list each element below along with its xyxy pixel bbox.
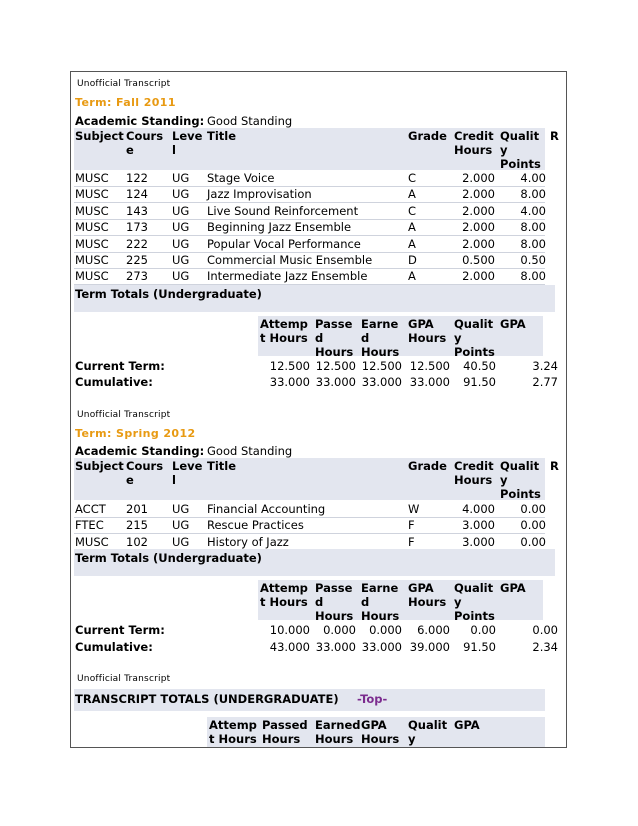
cell-points: 0.00 xyxy=(520,502,546,516)
academic-standing-value: Good Standing xyxy=(207,444,293,458)
current-quality: 0.00 xyxy=(470,623,496,637)
term-totals-title: Term Totals (Undergraduate) xyxy=(75,287,262,301)
col-r: R xyxy=(550,459,559,473)
cell-points: 0.50 xyxy=(520,253,546,267)
cumulative-attempt: 43.000 xyxy=(269,640,310,654)
col-gpa-hours: GPA Hours xyxy=(408,581,447,609)
cell-grade: C xyxy=(408,171,417,185)
unofficial-transcript-label: Unofficial Transcript xyxy=(77,79,171,89)
current-gpa: 0.00 xyxy=(532,623,558,637)
cell-grade: F xyxy=(408,518,415,533)
cumulative-passed: 33.000 xyxy=(315,640,356,654)
cell-level: UG xyxy=(172,203,190,218)
cell-points: 8.00 xyxy=(520,220,546,235)
col-earned-hours: Earne d Hours xyxy=(361,581,400,623)
cell-subject: MUSC xyxy=(75,171,109,185)
col-earned-hours: Earned Hours xyxy=(315,718,361,746)
cell-hours: 2.000 xyxy=(462,187,495,202)
cell-title: Financial Accounting xyxy=(207,502,326,516)
term-name: Fall 2011 xyxy=(116,96,176,109)
col-grade: Grade xyxy=(408,459,447,473)
col-quality-points: Qualit y Points xyxy=(454,581,495,623)
cell-hours: 2.000 xyxy=(462,171,495,185)
cell-hours: 4.000 xyxy=(462,502,495,516)
cell-course: 201 xyxy=(126,502,148,516)
current-term-label: Current Term: xyxy=(75,359,165,373)
cell-course: 222 xyxy=(126,236,148,251)
term-heading xyxy=(75,96,176,109)
col-r: R xyxy=(550,129,559,143)
current-term-label: Current Term: xyxy=(75,623,165,637)
cell-title: Stage Voice xyxy=(207,171,275,185)
col-credit-hours: Credit Hours xyxy=(454,459,494,487)
cell-level: UG xyxy=(172,171,190,185)
cell-grade: A xyxy=(408,220,416,235)
cell-hours: 0.500 xyxy=(462,253,495,267)
cell-grade: W xyxy=(408,502,420,516)
cell-hours: 2.000 xyxy=(462,236,495,251)
cell-course: 124 xyxy=(126,187,148,202)
col-quality-points: Qualit y Points xyxy=(500,129,541,171)
cell-level: UG xyxy=(172,236,190,251)
col-gpa: GPA xyxy=(500,581,526,595)
term-label: Term: xyxy=(75,427,112,440)
current-attempt: 10.000 xyxy=(269,623,310,637)
cell-level: UG xyxy=(172,518,190,533)
cumulative-passed: 33.000 xyxy=(315,375,356,389)
academic-standing-label: Academic Standing: xyxy=(75,444,205,458)
col-attempt-hours: Attemp t Hours xyxy=(260,581,308,609)
cumulative-gpa: 2.77 xyxy=(532,375,558,389)
cumulative-quality: 91.50 xyxy=(463,640,496,654)
academic-standing-value: Good Standing xyxy=(207,114,293,128)
cell-subject: FTEC xyxy=(75,518,104,533)
cell-subject: MUSC xyxy=(75,203,109,218)
cell-hours: 3.000 xyxy=(462,518,495,533)
cell-course: 215 xyxy=(126,518,148,533)
col-course: Cours e xyxy=(126,459,164,487)
current-attempt: 12.500 xyxy=(269,359,310,373)
unofficial-transcript-label: Unofficial Transcript xyxy=(77,674,171,684)
transcript-frame xyxy=(70,71,567,748)
col-quality-points: Qualit y Points xyxy=(454,317,495,359)
term-name: Spring 2012 xyxy=(116,427,196,440)
cell-grade: A xyxy=(408,187,416,202)
cell-grade: C xyxy=(408,203,417,218)
cumulative-earned: 33.000 xyxy=(361,640,402,654)
term-heading xyxy=(75,427,196,440)
term-label: Term: xyxy=(75,96,112,109)
cell-points: 0.00 xyxy=(520,534,546,549)
cell-points: 8.00 xyxy=(520,269,546,284)
cell-grade: D xyxy=(408,253,417,267)
cell-points: 4.00 xyxy=(520,203,546,218)
cell-title: History of Jazz xyxy=(207,534,289,549)
col-course: Cours e xyxy=(126,129,164,157)
transcript-totals-title: TRANSCRIPT TOTALS (UNDERGRADUATE) xyxy=(75,692,339,706)
cell-level: UG xyxy=(172,220,190,235)
cell-title: Live Sound Reinforcement xyxy=(207,203,359,218)
cell-grade: A xyxy=(408,236,416,251)
col-subject: Subject xyxy=(75,129,124,143)
cell-title: Commercial Music Ensemble xyxy=(207,253,373,267)
cell-title: Popular Vocal Performance xyxy=(207,236,361,251)
unofficial-transcript-label: Unofficial Transcript xyxy=(77,410,171,420)
cumulative-earned: 33.000 xyxy=(361,375,402,389)
current-passed: 12.500 xyxy=(315,359,356,373)
cell-level: UG xyxy=(172,253,190,267)
cumulative-label: Cumulative: xyxy=(75,640,153,654)
col-level: Leve l xyxy=(172,459,203,487)
col-passed-hours: Passe d Hours xyxy=(315,581,354,623)
col-attempt-hours: Attemp t Hours xyxy=(209,718,257,746)
cumulative-gpa-hours: 39.000 xyxy=(409,640,450,654)
top-link[interactable]: -Top- xyxy=(357,692,388,706)
current-gpa-hours: 12.500 xyxy=(409,359,450,373)
cell-grade: F xyxy=(408,534,415,549)
col-level: Leve l xyxy=(172,129,203,157)
col-title: Title xyxy=(207,459,237,473)
cell-subject: MUSC xyxy=(75,269,109,284)
col-gpa-hours: GPA Hours xyxy=(408,317,447,345)
cell-subject: MUSC xyxy=(75,236,109,251)
col-title: Title xyxy=(207,129,237,143)
cell-subject: MUSC xyxy=(75,534,109,549)
cumulative-gpa: 2.34 xyxy=(532,640,558,654)
cell-title: Beginning Jazz Ensemble xyxy=(207,220,352,235)
col-passed-hours: Passe d Hours xyxy=(315,317,354,359)
current-quality: 40.50 xyxy=(463,359,496,373)
cell-grade: A xyxy=(408,269,416,284)
cell-subject: MUSC xyxy=(75,253,109,267)
cell-course: 143 xyxy=(126,203,148,218)
cell-subject: MUSC xyxy=(75,187,109,202)
cell-course: 173 xyxy=(126,220,148,235)
col-gpa-hours: GPA Hours xyxy=(361,718,400,746)
cell-points: 4.00 xyxy=(520,171,546,185)
col-gpa: GPA xyxy=(454,718,480,732)
cumulative-label: Cumulative: xyxy=(75,375,153,389)
current-gpa-hours: 6.000 xyxy=(417,623,450,637)
col-passed-hours: Passed Hours xyxy=(262,718,308,746)
academic-standing-label: Academic Standing: xyxy=(75,114,205,128)
col-grade: Grade xyxy=(408,129,447,143)
col-gpa: GPA xyxy=(500,317,526,331)
col-quality-points: Qualit y Points xyxy=(500,459,541,501)
cell-points: 8.00 xyxy=(520,187,546,202)
col-quality-points: Qualit y xyxy=(408,718,448,746)
cell-title: Intermediate Jazz Ensemble xyxy=(207,269,368,284)
cell-course: 102 xyxy=(126,534,148,549)
cumulative-attempt: 33.000 xyxy=(269,375,310,389)
cell-points: 0.00 xyxy=(520,518,546,533)
cell-hours: 3.000 xyxy=(462,534,495,549)
cell-hours: 2.000 xyxy=(462,203,495,218)
cell-title: Jazz Improvisation xyxy=(207,187,312,202)
term-totals-title: Term Totals (Undergraduate) xyxy=(75,551,262,565)
cell-level: UG xyxy=(172,187,190,202)
cell-level: UG xyxy=(172,269,190,284)
cumulative-gpa-hours: 33.000 xyxy=(409,375,450,389)
cell-subject: ACCT xyxy=(75,502,106,516)
cell-course: 122 xyxy=(126,171,148,185)
col-attempt-hours: Attemp t Hours xyxy=(260,317,308,345)
cell-course: 273 xyxy=(126,269,148,284)
current-earned: 12.500 xyxy=(361,359,402,373)
cell-points: 8.00 xyxy=(520,236,546,251)
cell-title: Rescue Practices xyxy=(207,518,304,533)
current-gpa: 3.24 xyxy=(532,359,558,373)
cell-course: 225 xyxy=(126,253,148,267)
cell-hours: 2.000 xyxy=(462,269,495,284)
cumulative-quality: 91.50 xyxy=(463,375,496,389)
cell-level: UG xyxy=(172,502,190,516)
cell-hours: 2.000 xyxy=(462,220,495,235)
col-credit-hours: Credit Hours xyxy=(454,129,494,157)
cell-subject: MUSC xyxy=(75,220,109,235)
current-earned: 0.000 xyxy=(369,623,402,637)
col-earned-hours: Earne d Hours xyxy=(361,317,400,359)
current-passed: 0.000 xyxy=(323,623,356,637)
cell-level: UG xyxy=(172,534,190,549)
col-subject: Subject xyxy=(75,459,124,473)
